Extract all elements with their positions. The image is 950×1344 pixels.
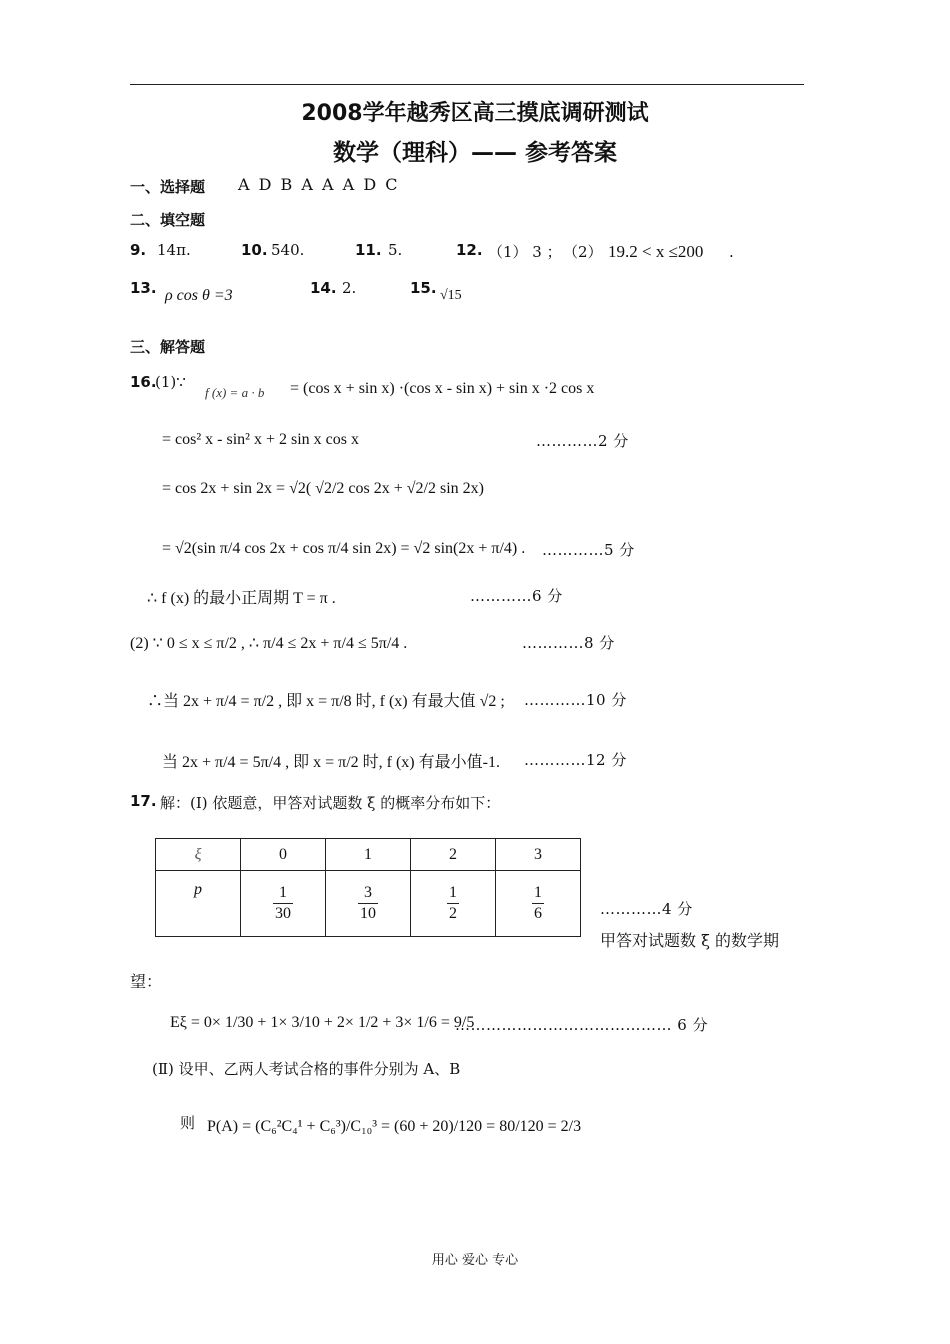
q17-probability-formula: P(A) = (C₆²C₄¹ + C₆³)/C₁₀³ = (60 + 20)/120 = 80/120 = 2/3	[207, 1118, 582, 1135]
q12-answer-part2-label: （2）	[563, 243, 603, 261]
q10-number: 10.	[241, 241, 268, 259]
q17-expectation-formula: Eξ = 0× 1/30 + 1× 3/10 + 2× 1/2 + 3× 1/6 = 9/5	[170, 1014, 475, 1031]
q16-line6: (2) ∵ 0 ≤ x ≤ π/2 , ∴ π/4 ≤ 2x + π/4 ≤ 5π/4 .	[130, 635, 408, 652]
q13-number: 13.	[130, 279, 157, 297]
table-cell	[496, 871, 581, 937]
table-cell	[241, 871, 326, 937]
q16-score-8: …………8 分	[522, 634, 615, 652]
q16-line8: 当 2x + π/4 = 5π/4 , 即 x = π/2 时, f (x) 有最小值-1.	[162, 754, 500, 771]
q17-part2: (Ⅱ) 设甲、乙两人考试合格的事件分别为 A、B	[152, 1060, 461, 1078]
q10-answer: 540.	[271, 241, 305, 259]
q16-score-10: …………10 分	[524, 691, 627, 709]
q16-line2: = cos² x - sin² x + 2 sin x cos x	[162, 431, 359, 448]
table-header-cell: 1	[326, 839, 411, 871]
q12-answer-part1: （1） 3 ；	[488, 243, 562, 261]
section-fill-label: 二、填空题	[130, 211, 206, 229]
section-solution-label: 三、解答题	[130, 338, 206, 356]
q16-part1-label: (1)∵	[155, 373, 186, 391]
q17-number: 17.	[130, 792, 157, 810]
q15-answer: √15	[440, 288, 462, 303]
q13-answer: ρ cos θ =3	[165, 287, 233, 304]
q16-score-5: …………5 分	[542, 541, 635, 559]
fraction-numerator: 1	[532, 883, 544, 904]
q16-line3: = cos 2x + sin 2x = √2( √2/2 cos 2x + √2/2 sin 2x)	[162, 480, 484, 497]
fraction-denominator: 10	[360, 905, 376, 922]
q16-score-2: …………2 分	[536, 432, 629, 450]
page-footer: 用心 爱心 专心	[431, 1253, 519, 1268]
q17-expectation-text-cont: 望：	[130, 972, 163, 991]
table-header-row	[156, 839, 581, 871]
table-cell	[411, 871, 496, 937]
q16-line7: ∴当 2x + π/4 = π/2 , 即 x = π/8 时, f (x) 有最大值 √2 ;	[147, 693, 505, 710]
table-header-cell: ξ	[156, 839, 241, 871]
q16-f-def: f (x) = a · b	[205, 385, 265, 400]
q9-number: 9.	[130, 241, 147, 259]
q17-expectation-text: 甲答对试题数 ξ 的数学期	[600, 931, 779, 950]
fraction-numerator: 3	[358, 883, 378, 904]
q16-number: 16.	[130, 373, 157, 391]
q16-score-6: …………6 分	[470, 587, 563, 605]
q16-line1: = (cos x + sin x) ·(cos x - sin x) + sin x ·2 cos x	[290, 380, 595, 397]
top-rule	[130, 84, 804, 85]
q17-score-6: …………………………………… 6 分	[455, 1016, 709, 1034]
q16-line5: ∴ f (x) 的最小正周期 T = π .	[147, 590, 336, 607]
table-row-label: p	[156, 871, 241, 937]
fraction-denominator: 2	[449, 905, 457, 922]
q11-number: 11.	[355, 241, 382, 259]
q16-line4: = √2(sin π/4 cos 2x + cos π/4 sin 2x) = √2 sin(2x + π/4) .	[162, 540, 526, 557]
fraction-denominator: 30	[275, 905, 291, 922]
q17-part2-then: 则	[180, 1114, 196, 1132]
page-subtitle: 数学（理科）—— 参考答案	[332, 140, 617, 166]
q11-answer: 5.	[388, 241, 403, 259]
q9-answer: 14π.	[157, 241, 191, 259]
choice-answers: A D B A A A D C	[238, 175, 400, 194]
q15-number: 15.	[410, 279, 437, 297]
section-choice-label: 一、选择题	[130, 178, 206, 196]
q12-number: 12.	[456, 241, 483, 259]
probability-table	[155, 838, 581, 937]
fraction-numerator: 1	[447, 883, 459, 904]
q17-intro: 解：(Ⅰ) 依题意，甲答对试题数 ξ 的概率分布如下：	[160, 794, 501, 812]
q16-score-12: …………12 分	[524, 751, 627, 769]
q17-score-4: …………4 分	[600, 900, 693, 918]
fraction-denominator: 6	[534, 905, 542, 922]
table-cell	[326, 871, 411, 937]
table-header-cell: 3	[496, 839, 581, 871]
fraction-numerator: 1	[273, 883, 293, 904]
table-header-cell: 0	[241, 839, 326, 871]
q14-answer: 2.	[342, 279, 357, 297]
table-row	[156, 871, 581, 937]
q14-number: 14.	[310, 279, 337, 297]
table-header-cell: 2	[411, 839, 496, 871]
q12-answer-part2: 19.2 < x ≤200	[608, 242, 704, 261]
page-title: 2008学年越秀区高三摸底调研测试	[301, 101, 649, 126]
q12-period: .	[729, 243, 734, 261]
